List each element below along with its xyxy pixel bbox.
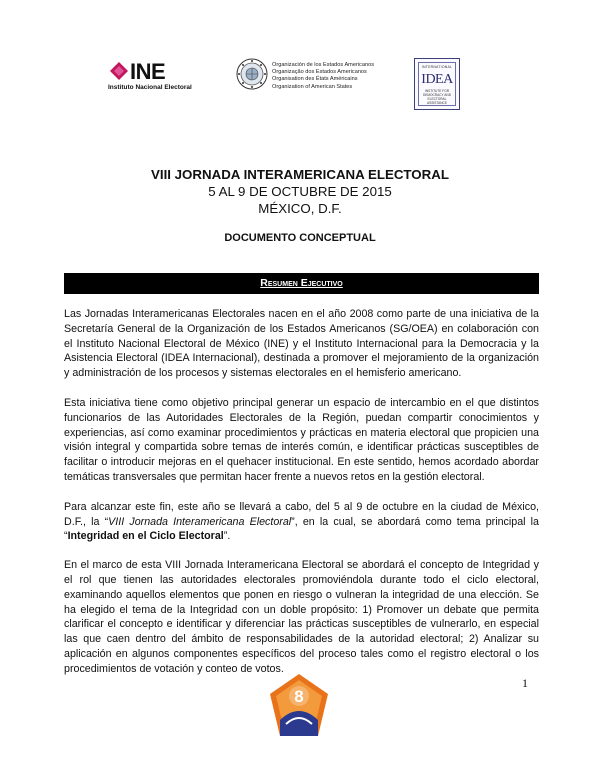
idea-bottom-text [419,89,455,105]
ine-subtitle: Instituto Nacional Electoral [108,84,192,91]
paragraph-2: Esta iniciativa tiene como objetivo principal generar un espacio de intercambio en el que distintos funcionarios de las Autoridades Electorales de la Región, puedan compartir conocimientos y experiencias, así como examinar procedimientos y prácticas en materia electoral que propicien una visión integral y compartida sobre temas de interés común, e identificar prácticas susceptibles de facilitar o introducir mejoras en el quehacer institucional. En este sentido, hemos acordado abordar temáticas transversales que permitan hacer frente a nuevos retos en la gestión electoral. [64,396,539,483]
title-line-3: MÉXICO, D.F. [258,201,342,216]
oea-name-en: Organization of American States [272,83,353,90]
oea-name-fr: Organisation des États Américains [272,76,358,83]
page-number: 1 [522,676,528,690]
section-heading: Resumen Ejecutivo [260,277,343,289]
p3-text-a: Para alcanzar este fin, este año se llevará a cabo, del 5 al 9 de octubre en la ciudad de México, D.F., la “ [64,500,539,528]
idea-wordmark: IDEA [421,72,453,87]
section-banner [64,273,539,294]
idea-line-3: ELECTORAL [427,97,447,101]
ine-wordmark: INE [130,59,166,84]
oea-seal-icon [236,58,268,90]
jornada-badge-icon [266,672,332,742]
oea-names [272,62,374,91]
header-logos [0,58,600,112]
oea-name-es: Organización de los Estados Americanos [272,62,374,68]
paragraph-3 [64,500,539,544]
p3-text-b: ”, en la cual, se abordará como tema principal la “ [64,515,539,543]
idea-logo [414,58,460,110]
paragraph-1: Las Jornadas Interamericanas Electorales nacen en el año 2008 como parte de una iniciativa de la Secretaría General de la Organización de los Estados Americanos (SG/OEA) en colaboración con el Instituto Nacional Electoral de México (INE) y el Instituto Internacional para la Democracia y la Asistencia Electoral (IDEA Internacional), destinada a promover el mejoramiento de la organización y administración de los procesos y sistemas electorales en el hemisferio americano. [64,308,539,380]
badge-number: 8 [294,687,304,706]
document-type-label: DOCUMENTO CONCEPTUAL [224,232,376,244]
ine-mark-icon [108,60,130,82]
paragraph-4: En el marco de esta VIII Jornada Interamericana Electoral se abordará el concepto de Integridad y el rol que tienen las autoridades electorales promoviéndola durante todo el ciclo electoral, examinando aquellos elementos que ponen en riesgo o vulneran la integridad de una elección. Se ha elegido el tema de la Integridad con un doble propósito: 1) Promover un debate que permita clarificar el concepto e identificar y diferenciar las prácticas susceptibles de vulnerarlo, en especial las que caen dentro del ámbito de responsabilidades de la autoridad electoral; 2) Analizar su aplicación en algunos componentes específicos del proceso tales como el registro electoral o los procedimientos de votación y conteo de votos. [64,559,539,675]
idea-line-1: INSTITUTE FOR [424,89,450,93]
idea-frame [418,62,456,106]
ine-logo [108,60,228,100]
document-title [0,166,600,217]
idea-line-2: DEMOCRACY AND [422,93,452,97]
title-line-1: VIII JORNADA INTERAMERICANA ELECTORAL [151,167,449,182]
idea-top-text: INTERNATIONAL [421,65,453,69]
p3-text-c: ”. [223,530,231,543]
p3-main-topic: Integridad en el Ciclo Electoral [67,530,224,543]
idea-line-4: ASSISTANCE [427,101,447,105]
title-line-2: 5 AL 9 DE OCTUBRE DE 2015 [208,184,392,199]
document-body [64,307,539,692]
oea-logo [236,58,396,100]
oea-name-pt: Organização dos Estados Americanos [272,69,367,76]
p3-event-name: VIII Jornada Interamericana Electoral [108,515,292,528]
